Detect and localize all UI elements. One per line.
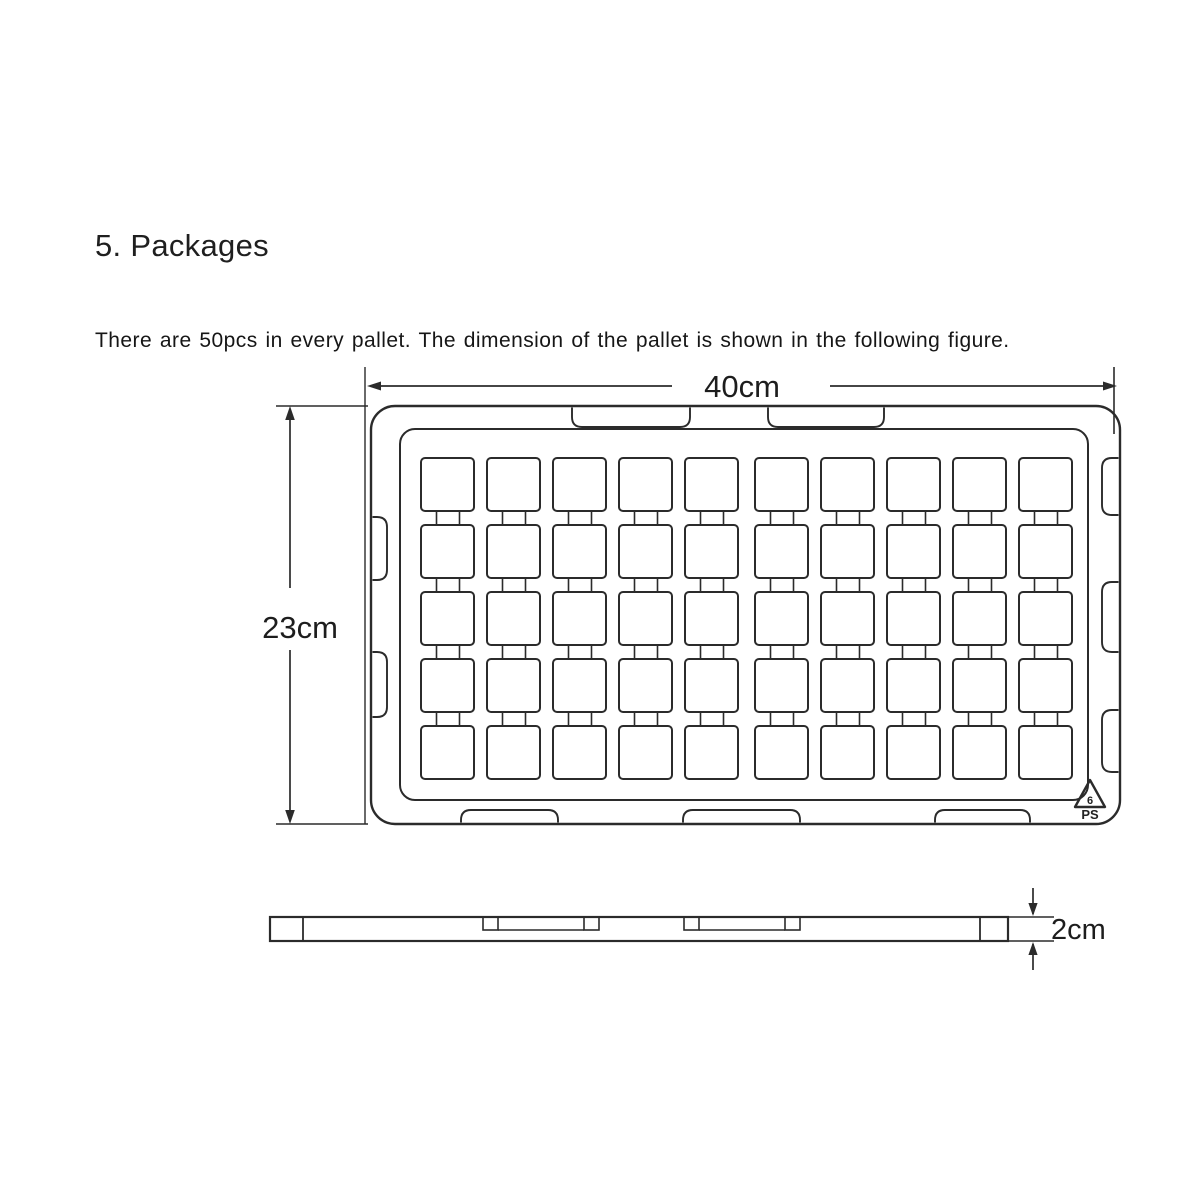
pocket-connector <box>1035 578 1058 592</box>
pallet-pocket-cell <box>821 659 874 712</box>
pallet-pocket-cell <box>821 458 874 511</box>
body-text: There are 50pcs in every pallet. The dimension of the pallet is shown in the following figure. <box>95 329 1010 352</box>
pallet-pocket-cell <box>953 525 1006 578</box>
pallet-pocket-cell <box>953 726 1006 779</box>
pallet-pocket-cell <box>553 592 606 645</box>
bottom-notch <box>935 810 1030 823</box>
pocket-connector <box>503 578 526 592</box>
channel-tab <box>483 917 498 930</box>
pallet-pocket-cell <box>755 726 808 779</box>
pallet-pocket-cell <box>553 525 606 578</box>
bottom-notch <box>461 810 558 823</box>
pallet-pocket-cell <box>619 592 672 645</box>
pocket-connector <box>969 578 992 592</box>
pallet-pocket-cell <box>953 592 1006 645</box>
pocket-connector <box>569 645 592 659</box>
pocket-connector <box>503 511 526 525</box>
pocket-connector <box>837 712 860 726</box>
pallet-side-view <box>270 888 1106 970</box>
pocket-connector <box>569 578 592 592</box>
pallet-pocket-cell <box>685 592 738 645</box>
right-notch <box>1102 458 1119 515</box>
pallet-pocket-cell <box>1019 659 1072 712</box>
height-dimension <box>262 406 368 824</box>
pallet-pocket-cell <box>685 659 738 712</box>
pallet-pocket-cell <box>887 525 940 578</box>
pocket-connector <box>1035 712 1058 726</box>
pocket-connector <box>1035 645 1058 659</box>
thickness-dimension <box>1008 888 1106 970</box>
pallet-pocket-cell <box>887 659 940 712</box>
pocket-connector <box>969 511 992 525</box>
pallet-pocket-cell <box>821 592 874 645</box>
bottom-notch <box>683 810 800 823</box>
pallet-pocket-cell <box>619 458 672 511</box>
side-view-channel <box>483 917 599 930</box>
right-notch <box>1102 582 1119 652</box>
pocket-connector <box>701 511 724 525</box>
pallet-pocket-cell <box>953 659 1006 712</box>
pallet-dimension-figure <box>0 360 1200 990</box>
channel-tab <box>684 917 699 930</box>
side-view-channel <box>684 917 800 930</box>
thickness-arrow-down-icon <box>1028 903 1037 916</box>
channel-tab <box>785 917 800 930</box>
pallet-pocket-cell <box>487 458 540 511</box>
channel-tab <box>584 917 599 930</box>
pallet-pocket-cell <box>487 659 540 712</box>
pocket-grid-connectors <box>437 511 1058 726</box>
width-dimension <box>365 367 1117 824</box>
pallet-pocket-cell <box>619 525 672 578</box>
pocket-connector <box>569 511 592 525</box>
pocket-connector <box>837 511 860 525</box>
pallet-pocket-cell <box>421 458 474 511</box>
top-notch <box>768 408 884 428</box>
page-title: 5. Packages <box>95 228 269 263</box>
pocket-connector <box>437 511 460 525</box>
pallet-pocket-cell <box>1019 525 1072 578</box>
pocket-connector <box>503 712 526 726</box>
material-mark-number: 6 <box>1086 795 1094 807</box>
material-mark <box>1075 780 1105 822</box>
pocket-connector <box>635 511 658 525</box>
pocket-connector <box>1035 511 1058 525</box>
pallet-pocket-cell <box>421 592 474 645</box>
pocket-connector <box>771 578 794 592</box>
pallet-pocket-cell <box>821 525 874 578</box>
pallet-pocket-cell <box>487 525 540 578</box>
pocket-connector <box>771 511 794 525</box>
pocket-connector <box>837 645 860 659</box>
height-dimension-label: 23cm <box>262 610 338 645</box>
pocket-connector <box>903 511 926 525</box>
width-arrow-right-icon <box>1103 382 1117 391</box>
pallet-pocket-cell <box>619 659 672 712</box>
pallet-pocket-cell <box>685 458 738 511</box>
width-dimension-label: 40cm <box>704 369 780 404</box>
pallet-pocket-cell <box>421 659 474 712</box>
pallet-pocket-cell <box>685 525 738 578</box>
pallet-pocket-cell <box>755 659 808 712</box>
pallet-pocket-cell <box>755 592 808 645</box>
pocket-connector <box>569 712 592 726</box>
pallet-pocket-cell <box>887 458 940 511</box>
pocket-connector <box>635 578 658 592</box>
pallet-pocket-cell <box>553 659 606 712</box>
right-notch <box>1102 710 1119 772</box>
pallet-pocket-cell <box>553 726 606 779</box>
pocket-connector <box>701 578 724 592</box>
height-arrow-up-icon <box>285 406 295 420</box>
pocket-connector <box>969 645 992 659</box>
pocket-connector <box>701 645 724 659</box>
pocket-connector <box>903 578 926 592</box>
pallet-pocket-cell <box>619 726 672 779</box>
pallet-pocket-cell <box>755 458 808 511</box>
pallet-pocket-cell <box>821 726 874 779</box>
pocket-connector <box>701 712 724 726</box>
pallet-pocket-cell <box>1019 726 1072 779</box>
pocket-connector <box>771 645 794 659</box>
pocket-connector <box>437 712 460 726</box>
side-view-profile <box>270 917 1008 941</box>
left-notch <box>373 517 388 580</box>
pocket-connector <box>635 712 658 726</box>
top-notch <box>572 408 690 428</box>
pocket-connector <box>903 712 926 726</box>
thickness-arrow-up-icon <box>1028 942 1037 955</box>
pallet-pocket-cell <box>1019 458 1072 511</box>
height-arrow-down-icon <box>285 810 295 824</box>
material-mark-code: PS <box>1081 807 1099 822</box>
pocket-grid <box>421 458 1072 779</box>
pocket-connector <box>969 712 992 726</box>
pallet-pocket-cell <box>487 726 540 779</box>
pallet-pocket-cell <box>887 592 940 645</box>
pallet-pocket-cell <box>953 458 1006 511</box>
tray-inner-wall <box>400 429 1088 800</box>
pocket-connector <box>635 645 658 659</box>
width-arrow-left-icon <box>367 382 381 391</box>
pallet-pocket-cell <box>421 525 474 578</box>
pocket-connector <box>903 645 926 659</box>
pocket-connector <box>503 645 526 659</box>
pocket-connector <box>771 712 794 726</box>
pocket-connector <box>837 578 860 592</box>
pallet-pocket-cell <box>553 458 606 511</box>
pallet-pocket-cell <box>887 726 940 779</box>
pallet-top-view <box>262 367 1120 824</box>
pallet-pocket-cell <box>755 525 808 578</box>
pallet-pocket-cell <box>1019 592 1072 645</box>
tray-outline <box>371 406 1120 824</box>
thickness-dimension-label: 2cm <box>1051 914 1106 946</box>
pallet-pocket-cell <box>487 592 540 645</box>
pallet-pocket-cell <box>685 726 738 779</box>
pocket-connector <box>437 645 460 659</box>
pocket-connector <box>437 578 460 592</box>
left-notch <box>373 652 388 717</box>
pallet-pocket-cell <box>421 726 474 779</box>
